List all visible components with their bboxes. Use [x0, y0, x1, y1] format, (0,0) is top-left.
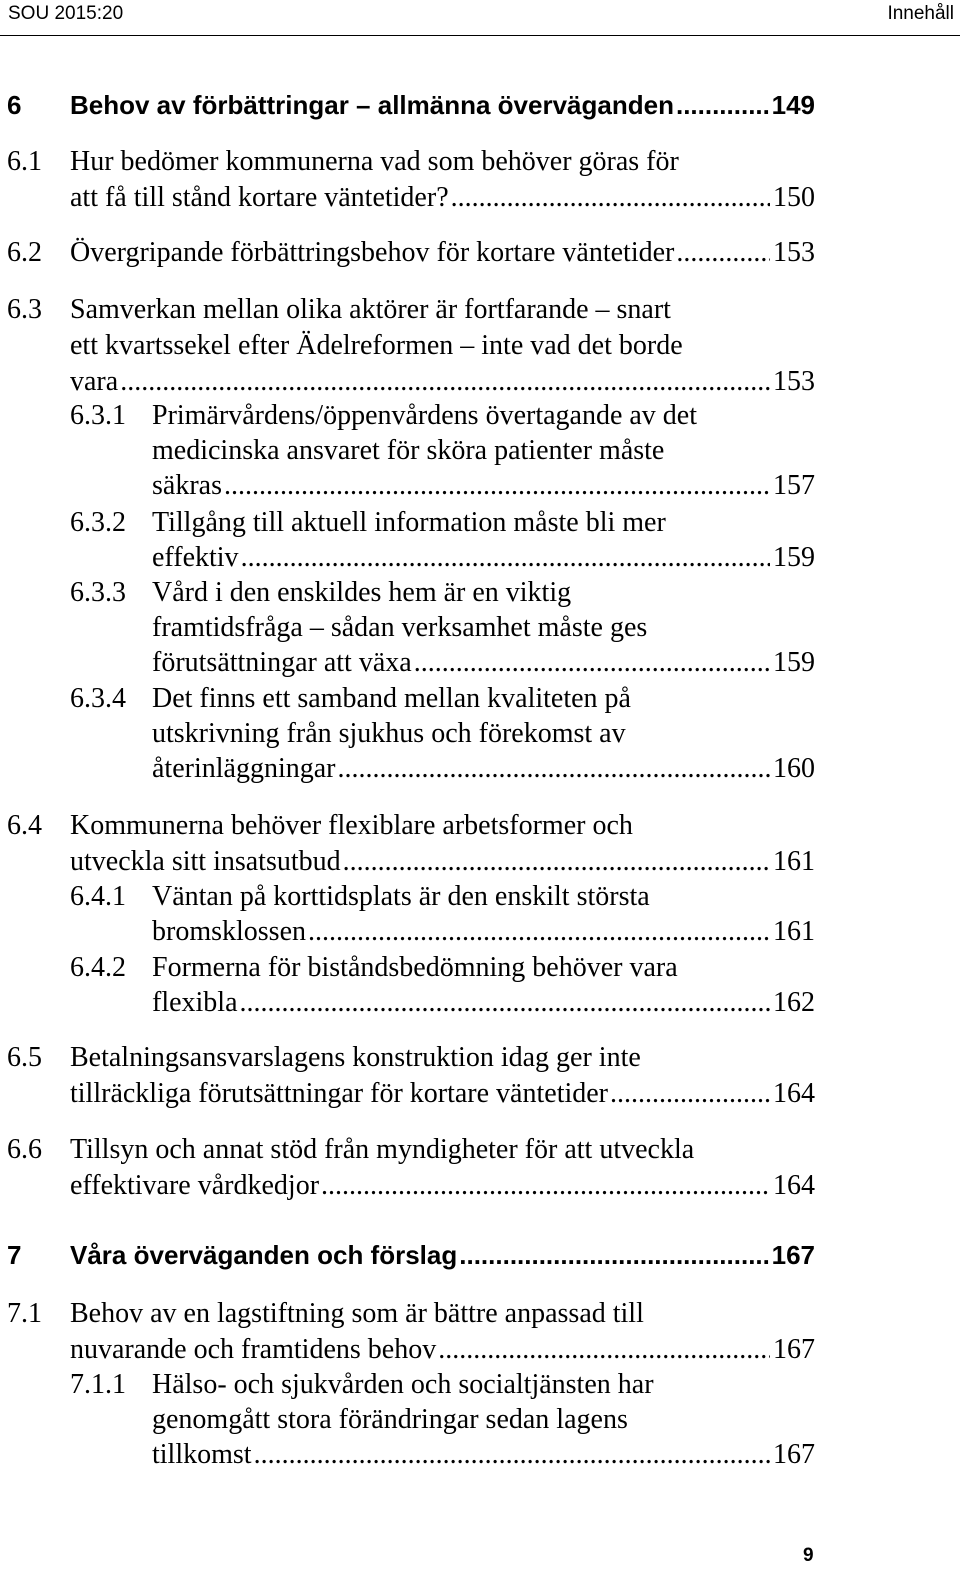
toc-title-line: Våra överväganden och förslag — [70, 1240, 458, 1270]
dot-leader — [610, 1076, 770, 1112]
toc-title-line: Tillsyn och annat stöd från myndigheter för att utveckla — [70, 1134, 695, 1165]
toc-title-line: Vård i den enskildes hem är en viktig — [152, 577, 572, 608]
toc-title-line: vara — [70, 366, 119, 397]
dot-leader — [676, 235, 770, 271]
dot-leader — [224, 468, 770, 503]
toc-page-number: 161 — [773, 916, 815, 947]
toc-title-line: Betalningsansvarslagens konstruktion idag ger inte — [70, 1042, 641, 1073]
toc-page-number: 149 — [771, 90, 815, 120]
toc-title-line: effektiv — [152, 542, 239, 573]
dot-leader — [308, 914, 770, 949]
toc-title-line: säkras — [152, 470, 222, 501]
toc-number: 6.6 — [7, 1134, 42, 1165]
dot-leader — [321, 1168, 770, 1204]
toc-title-line: Formerna för biståndsbedömning behöver vara — [152, 952, 678, 983]
toc-title-line: Kommunerna behöver flexiblare arbetsformer och — [70, 810, 633, 841]
dot-leader — [240, 985, 770, 1020]
dot-leader — [254, 1437, 770, 1472]
toc-number: 6.3 — [7, 294, 42, 325]
toc-title-line: Behov av en lagstiftning som är bättre anpassad till — [70, 1298, 644, 1329]
toc-page-number: 167 — [773, 1439, 815, 1470]
toc-page-number: 160 — [773, 753, 815, 784]
toc-page-number: 153 — [773, 237, 815, 268]
toc-title-line: tillräckliga förutsättningar för kortare väntetider — [70, 1078, 609, 1109]
toc-title-line: återinläggningar — [152, 753, 336, 784]
toc-page-number: 162 — [773, 987, 815, 1018]
toc-page-number: 159 — [773, 647, 815, 678]
toc-page-number: 153 — [773, 366, 815, 397]
toc-title-line: utskrivning från sjukhus och förekomst av — [152, 718, 626, 749]
toc-title-line: nuvarande och framtidens behov — [70, 1334, 437, 1365]
toc-number: 7.1 — [7, 1298, 42, 1329]
dot-leader — [343, 844, 770, 880]
toc-title-line: flexibla — [152, 987, 238, 1018]
toc-number: 6.4.2 — [70, 952, 126, 983]
toc-title-line: genomgått stora förändringar sedan lagens — [152, 1404, 628, 1435]
toc-page-number: 164 — [773, 1078, 815, 1109]
toc-title-line: tillkomst — [152, 1439, 252, 1470]
toc-title-line: Det finns ett samband mellan kvaliteten på — [152, 683, 631, 714]
toc-title-line: Samverkan mellan olika aktörer är fortfarande – snart — [70, 294, 671, 325]
running-header — [0, 0, 960, 30]
toc-number: 6.1 — [7, 146, 42, 177]
header-rule — [0, 35, 960, 36]
toc-number: 6.4 — [7, 810, 42, 841]
toc-number: 6.4.1 — [70, 881, 126, 912]
toc-number: 6.2 — [7, 237, 42, 268]
toc-number: 6.5 — [7, 1042, 42, 1073]
toc-number: 6.3.1 — [70, 400, 126, 431]
toc-title-line: bromsklossen — [152, 916, 306, 947]
toc-title-line: medicinska ansvaret för sköra patienter måste — [152, 435, 665, 466]
toc-number: 6.3.2 — [70, 507, 126, 538]
toc-title-line: Behov av förbättringar – allmänna överväganden — [70, 90, 674, 120]
section-name: Innehåll — [887, 3, 954, 24]
toc-title-line: Tillgång till aktuell information måste bli mer — [152, 507, 666, 538]
toc-title-line: ett kvartssekel efter Ädelreformen – inte vad det borde — [70, 330, 683, 361]
toc-title-line: Väntan på korttidsplats är den enskilt största — [152, 881, 650, 912]
toc-title-line: Hur bedömer kommunerna vad som behöver göras för — [70, 146, 679, 177]
toc-number: 7.1.1 — [70, 1369, 126, 1400]
toc-page-number: 159 — [773, 542, 815, 573]
toc-page-number: 161 — [773, 846, 815, 877]
toc-page-number: 150 — [773, 182, 815, 213]
toc-title-line: Övergripande förbättringsbehov för kortare väntetider — [70, 237, 675, 268]
toc-number: 6.3.3 — [70, 577, 126, 608]
dot-leader — [241, 540, 770, 575]
toc-title-line: effektivare vårdkedjor — [70, 1170, 320, 1201]
toc-page-number: 164 — [773, 1170, 815, 1201]
toc-title-line: utveckla sitt insatsutbud — [70, 846, 341, 877]
toc-page-number: 157 — [773, 470, 815, 501]
toc-number: 6.3.4 — [70, 683, 126, 714]
toc-page-number: 167 — [771, 1240, 815, 1270]
toc-title-line: förutsättningar att växa — [152, 647, 412, 678]
toc-title-line: att få till stånd kortare väntetider? — [70, 182, 449, 213]
dot-leader — [438, 1332, 770, 1368]
document-id: SOU 2015:20 — [8, 3, 124, 24]
page-number: 9 — [803, 1545, 814, 1566]
dot-leader — [451, 180, 770, 216]
dot-leader — [414, 645, 770, 680]
toc-page-number: 167 — [773, 1334, 815, 1365]
dot-leader — [676, 90, 769, 121]
toc-title-line: Primärvårdens/öppenvårdens övertagande av det — [152, 400, 698, 431]
toc-number: 6 — [7, 90, 22, 120]
toc-title-line: framtidsfråga – sådan verksamhet måste ges — [152, 612, 648, 643]
dot-leader — [459, 1240, 768, 1271]
toc-number: 7 — [7, 1240, 22, 1270]
dot-leader — [337, 751, 770, 786]
dot-leader — [120, 364, 770, 400]
toc-title-line: Hälso- och sjukvården och socialtjänsten har — [152, 1369, 654, 1400]
